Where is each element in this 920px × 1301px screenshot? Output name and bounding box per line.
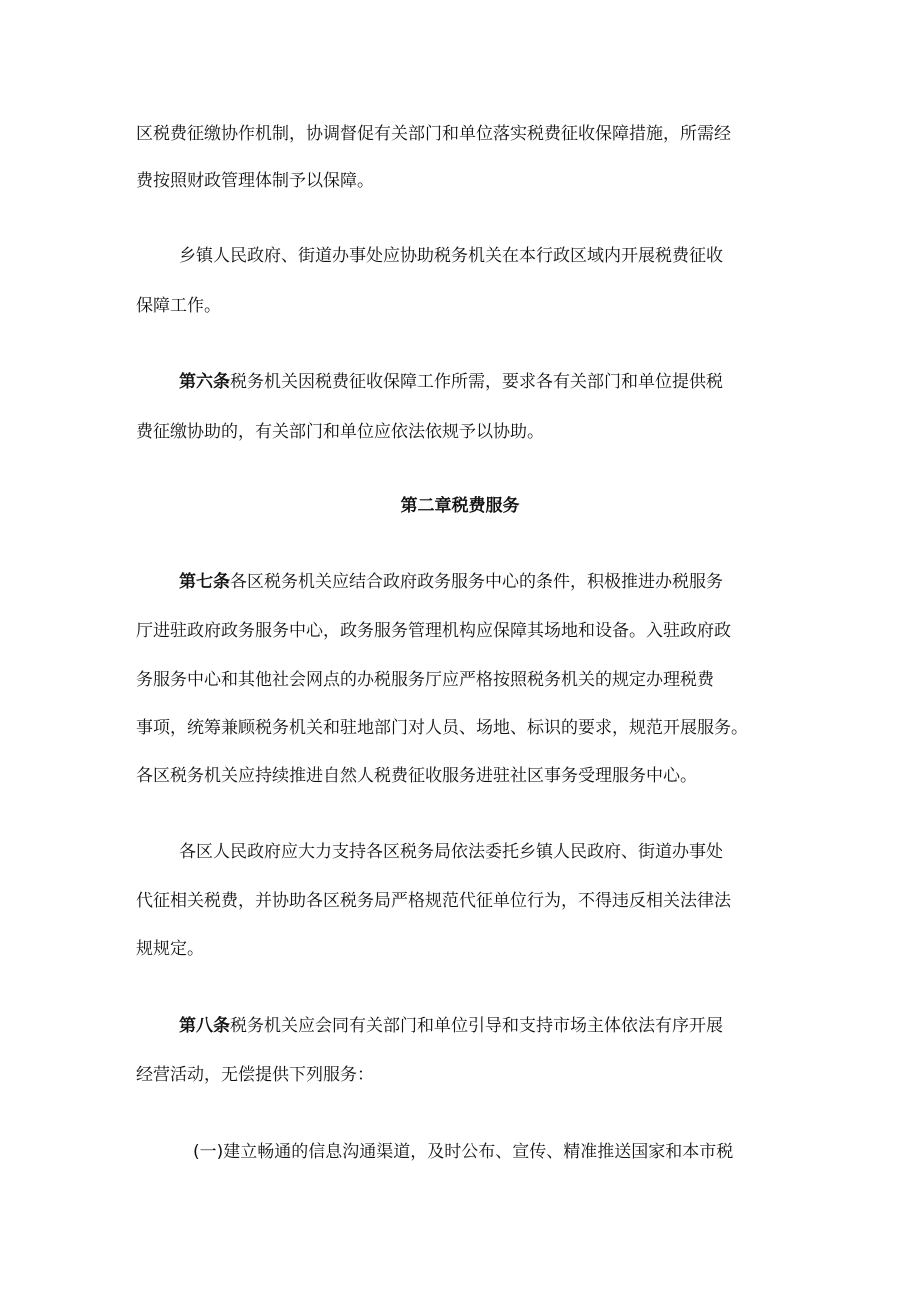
paragraph-1-line-1: 区税费征缴协作机制，协调督促有关部门和单位落实税费征收保障措施，所需经 bbox=[136, 124, 731, 144]
chapter-2-title: 第二章税费服务 bbox=[400, 496, 520, 516]
paragraph-3-line-2: 代征相关税费，并协助各区税务局严格规范代征单位行为，不得违反相关法律法 bbox=[136, 891, 731, 911]
article-6-line-1 bbox=[179, 371, 829, 393]
article-6-line-2: 费征缴协助的，有关部门和单位应依法依规予以协助。 bbox=[136, 422, 544, 442]
article-7-line-3: 务服务中心和其他社会网点的办税服务厅应严格按照税务机关的规定办理税费 bbox=[136, 670, 714, 690]
article-8-label: 第八条 bbox=[179, 1016, 230, 1036]
paragraph-2-line-2: 保障工作。 bbox=[136, 296, 221, 316]
article-7-line-5: 各区税务机关应持续推进自然人税费征收服务进驻社区事务受理服务中心。 bbox=[136, 766, 697, 786]
paragraph-1-line-2: 费按照财政管理体制予以保障。 bbox=[136, 171, 374, 191]
paragraph-3-line-3: 规规定。 bbox=[136, 939, 204, 959]
article-7-line-4: 事项，统筹兼顾税务机关和驻地部门对人员、场地、标识的要求，规范开展服务。 bbox=[136, 718, 748, 738]
article-8-line-2: 经营活动，无偿提供下列服务： bbox=[136, 1065, 374, 1085]
article-8-line-1 bbox=[179, 1015, 829, 1037]
article-8-text: 税务机关应会同有关部门和单位引导和支持市场主体依法有序开展 bbox=[230, 1016, 723, 1036]
paragraph-3-line-1: 各区人民政府应大力支持各区税务局依法委托乡镇人民政府、街道办事处 bbox=[179, 842, 723, 862]
paragraph-2-line-1: 乡镇人民政府、街道办事处应协助税务机关在本行政区域内开展税费征收 bbox=[179, 246, 723, 266]
article-7-line-2: 厅进驻政府政务服务中心，政务服务管理机构应保障其场地和设备。入驻政府政 bbox=[136, 621, 731, 641]
item-1-line-1: (一)建立畅通的信息沟通渠道，及时公布、宣传、精准推送国家和本市税 bbox=[193, 1142, 734, 1162]
article-6-label: 第六条 bbox=[179, 372, 230, 392]
article-6-text: 税务机关因税费征收保障工作所需，要求各有关部门和单位提供税 bbox=[230, 372, 723, 392]
article-7-label: 第七条 bbox=[179, 572, 230, 592]
article-7-line-1 bbox=[179, 571, 829, 593]
article-7-text: 各区税务机关应结合政府政务服务中心的条件，积极推进办税服务 bbox=[230, 572, 723, 592]
